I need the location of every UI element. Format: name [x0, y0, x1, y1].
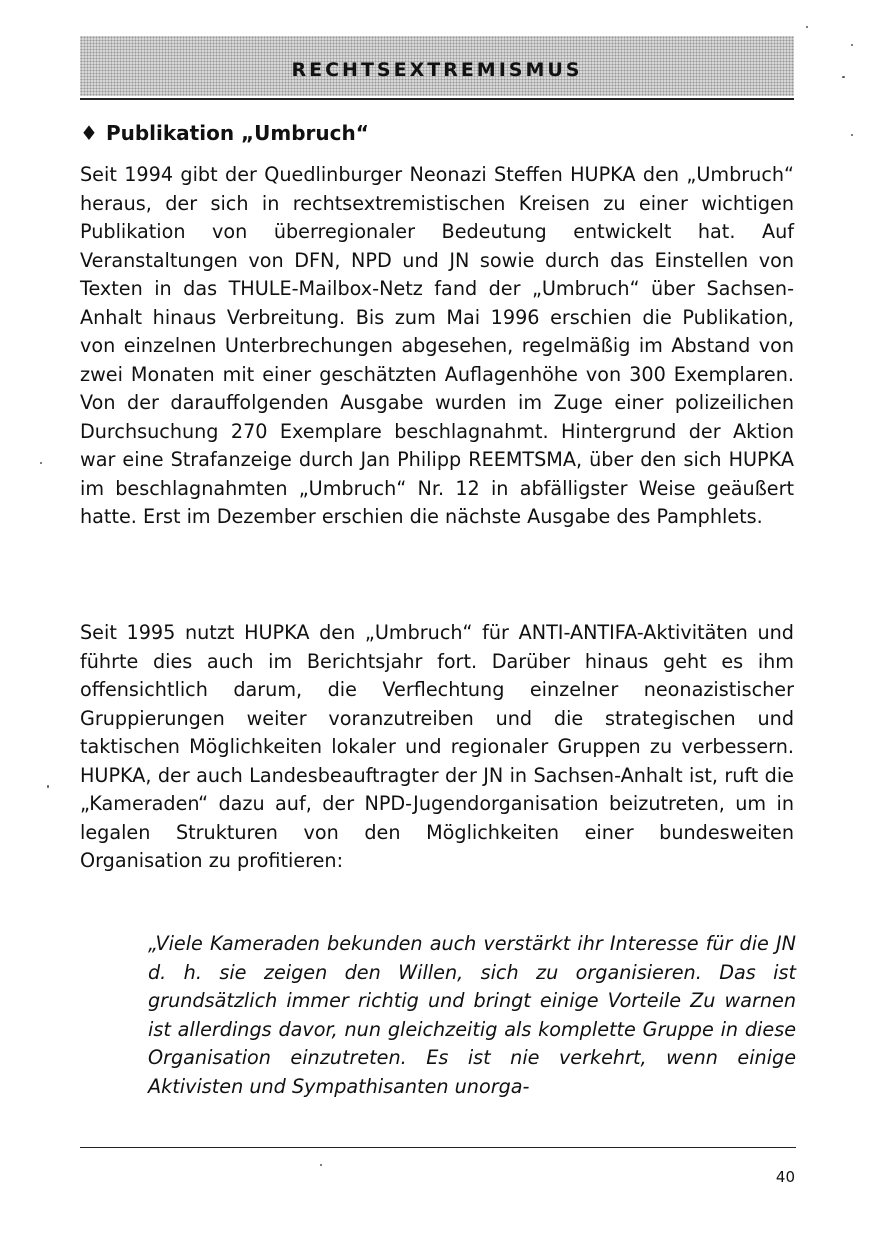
page-number: 40: [775, 1168, 795, 1186]
scan-speck: [851, 134, 853, 136]
section-heading: [80, 118, 369, 148]
scan-speck: [851, 44, 853, 46]
body-paragraph-1: Seit 1994 gibt der Quedlinburger Neonazi Steffen HUPKA den „Umbruch“ heraus, der sich in rechtsextremistischen Kreisen zu einer wichtigen Publikation von überregionaler Bedeutung entwickelt hat. Auf Veranstaltungen von DFN, NPD und JN sowie durch das Einstellen von Texten in das THULE-Mailbox-Netz fand der „Umbruch“ über Sachsen-Anhalt hinaus Verbreitung. Bis zum Mai 1996 erschien die Publikation, von einzelnen Unterbrechungen abgesehen, regelmäßig im Abstand von zwei Monaten mit einer geschätzten Auflagenhöhe von 300 Exemplaren. Von der darauffolgenden Ausgabe wurden im Zuge einer polizeilichen Durchsuchung 270 Exemplare beschlagnahmt. Hintergrund der Aktion war eine Strafanzeige durch Jan Philipp REEMTSMA, über den sich HUPKA im beschlagnahmten „Umbruch“ Nr. 12 in abfälligster Weise geäußert hatte. Erst im Dezember erschien die nächste Ausgabe des Pamphlets.: [80, 163, 794, 528]
footer-divider: [80, 1147, 796, 1148]
section-heading-text: Publikation „Umbruch“: [105, 121, 369, 145]
scan-speck: [806, 26, 808, 28]
header-divider: [80, 98, 794, 100]
block-quote: „Viele Kameraden bekunden auch verstärkt ihr Interesse für die JN d. h. sie zeigen den Willen, sich zu organisieren. Das ist grundsätzlich immer richtig und bringt einige Vorteile Zu warnen ist allerdings davor, nun gleichzeitig als komplette Gruppe in diese Organisation einzutreten. Es ist nie verkehrt, wenn einige Aktivisten und Sympathisanten unorga-: [148, 932, 796, 1098]
running-header-title: RECHTSEXTREMISMUS: [291, 59, 583, 81]
running-header: [80, 36, 794, 96]
diamond-bullet-icon: ♦: [80, 121, 98, 145]
body-paragraph-2: Seit 1995 nutzt HUPKA den „Umbruch“ für ANTI-ANTIFA-Aktivitäten und führte dies auch im Berichtsjahr fort. Darüber hinaus geht es ihm offensichtlich darum, die Verflechtung einzelner neonazistischer Gruppierungen weiter voranzutreiben und die strategischen und taktischen Möglichkeiten lokaler und regionaler Gruppen zu verbessern. HUPKA, der auch Landesbeauftragter der JN in Sachsen-Anhalt ist, ruft die „Kameraden“ dazu auf, der NPD-Jugendorganisation beizutreten, um in legalen Strukturen von den Möglichkeiten einer bundesweiten Organisation zu profitieren:: [80, 621, 794, 872]
scan-speck: [320, 1164, 322, 1166]
scan-speck: [842, 76, 845, 78]
scan-speck: [47, 785, 49, 788]
scan-speck: [40, 462, 42, 464]
